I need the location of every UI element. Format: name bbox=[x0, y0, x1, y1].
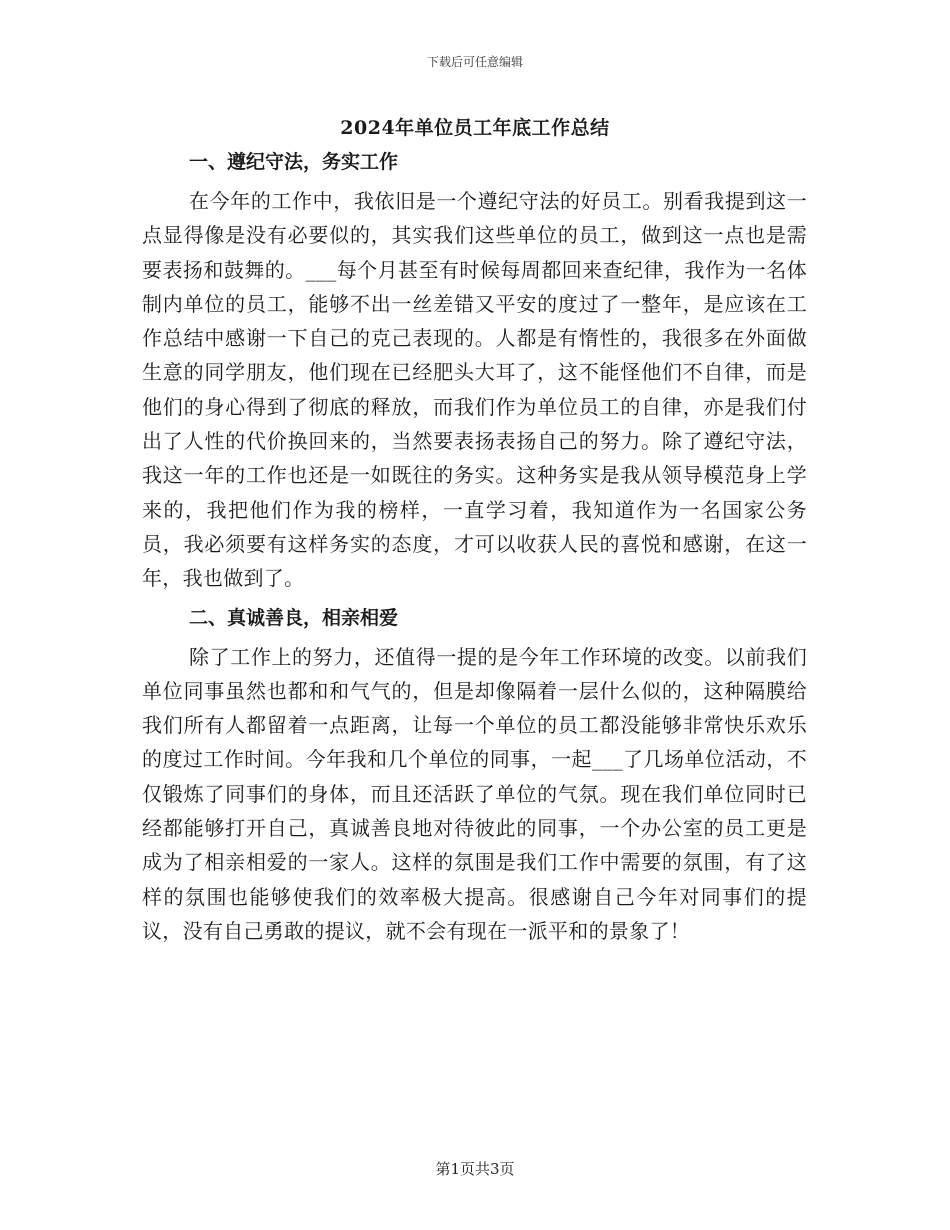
section-paragraph-1: 在今年的工作中，我依旧是一个遵纪守法的好员工。别看我提到这一点显得像是没有必要似的，其实我们这些单位的员工，做到这一点也是需要表扬和鼓舞的。___每个月甚至有时候每周都回来查纪律，我作为一名体制内单位的员工，能够不出一丝差错又平安的度过了一整年，是应该在工作总结中感谢一下自己的克己表现的。人都是有惰性的，我很多在外面做生意的同学朋友，他们现在已经肥头大耳了，这不能怪他们不自律，而是他们的身心得到了彻底的释放，而我们作为单位员工的自律，亦是我们付出了人性的代价换回来的，当然要表扬表扬自己的努力。除了遵纪守法，我这一年的工作也还是一如既往的务实。这种务实是我从领导模范身上学来的，我把他们作为我的榜样，一直学习着，我知道作为一名国家公务员，我必须要有这样务实的态度，才可以收获人民的喜悦和感谢，在这一年，我也做到了。 bbox=[142, 189, 807, 591]
page-footer: 第1页共3页 bbox=[435, 1160, 515, 1178]
header-note: 下载后可任意编辑 bbox=[426, 55, 523, 69]
document-title: 2024年单位员工年底工作总结 bbox=[340, 117, 610, 139]
section-heading-2: 二、真诚善良，相亲相爱 bbox=[189, 606, 399, 629]
section-heading-1: 一、遵纪守法，务实工作 bbox=[189, 151, 399, 173]
section-paragraph-2: 除了工作上的努力，还值得一提的是今年工作环境的改变。以前我们单位同事虽然也都和和气气的，但是却像隔着一层什么似的，这种隔膜给我们所有人都留着一点距离，让每一个单位的员工都没能够非常快乐欢乐的度过工作时间。今年我和几个单位的同事，一起___了几场单位活动，不仅锻炼了同事们的身体，而且还活跃了单位的气氛。现在我们单位同时已经都能够打开自己，真诚善良地对待彼此的同事，一个办公室的员工更是成为了相亲相爱的一家人。这样的氛围是我们工作中需要的氛围，有了这样的氛围也能够使我们的效率极大提高。很感谢自己今年对同事们的提议，没有自己勇敢的提议，就不会有现在一派平和的景象了！ bbox=[142, 644, 807, 943]
document-body bbox=[142, 140, 807, 948]
